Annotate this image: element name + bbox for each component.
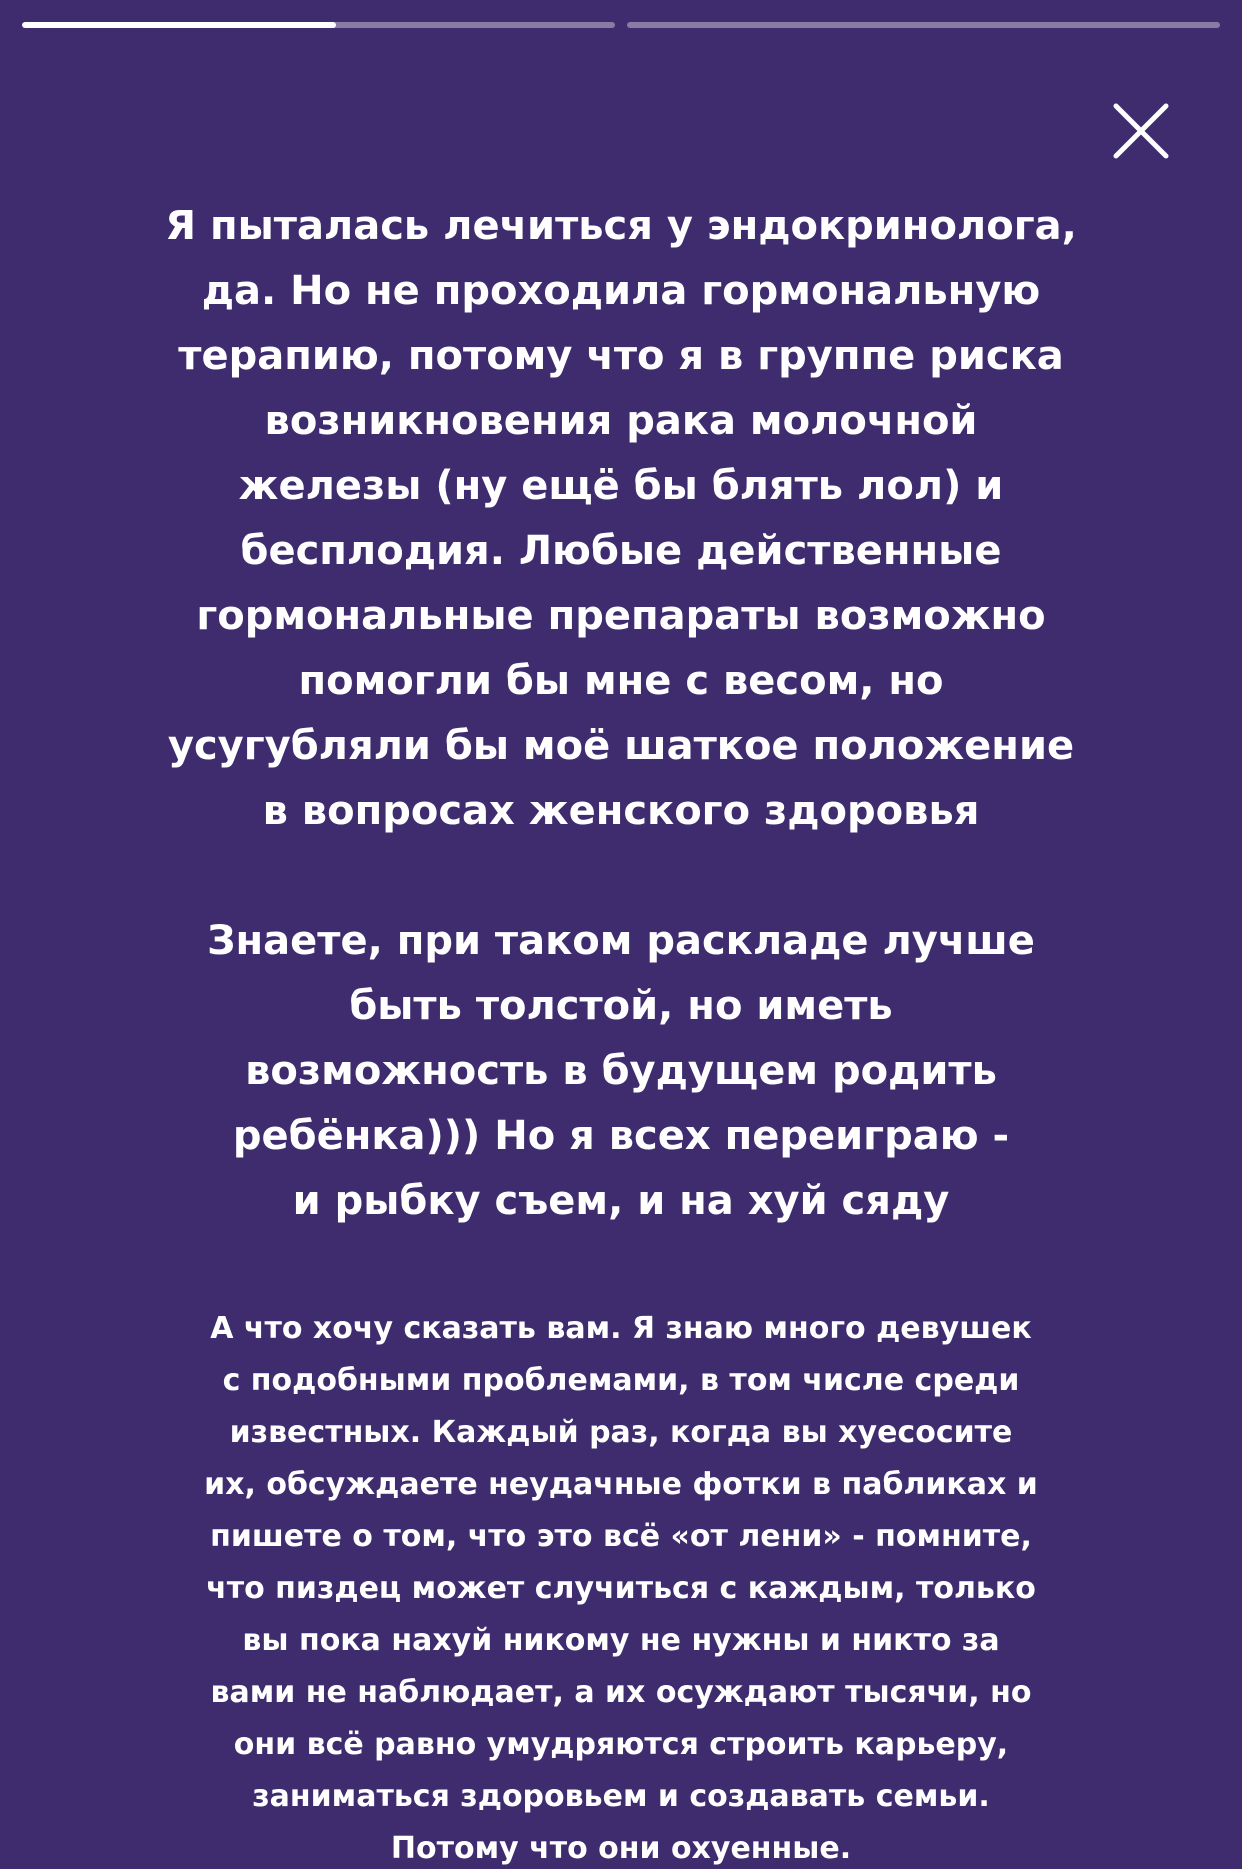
progress-segment-1 [22, 22, 615, 28]
story-progress-bar [22, 22, 1220, 28]
progress-fill-1 [22, 22, 336, 28]
close-button[interactable] [1108, 98, 1174, 164]
story-text-paragraph-3: А что хочу сказать вам. Я знаю много девушек с подобными проблемами, в том числе среди известных. Каждый раз, когда вы хуесосите их, обсуждаете неудачные фотки в пабликах и пишете о том, что это всё «от лени» - помните, что пиздец может случиться с каждым, только вы пока нахуй никому не нужны и никто за вами не наблюдает, а их осуждают тысячи, но они всё равно умудряются строить карьеру, заниматься здоровьем и создавать семьи. Потому что они охуенные. [204, 1311, 1038, 1866]
progress-segment-2 [627, 22, 1220, 28]
close-icon [1108, 98, 1174, 164]
story-text-paragraph-1: Я пыталась лечиться у эндокринолога, да. Но не проходила гормональную терапию, потому что я в группе риска возникновения рака молочной железы (ну ещё бы блять лол) и бесплодия. Любые действенные гормональные препараты возможно помогли бы мне с весом, но усугубляли бы моё шаткое положение в вопросах женского здоровья [165, 203, 1077, 834]
story-text-paragraph-2: Знаете, при таком раскладе лучше быть толстой, но иметь возможность в будущем родить ребёнка))) Но я всех переиграю - и рыбку съем, и на хуй сяду [207, 918, 1035, 1224]
